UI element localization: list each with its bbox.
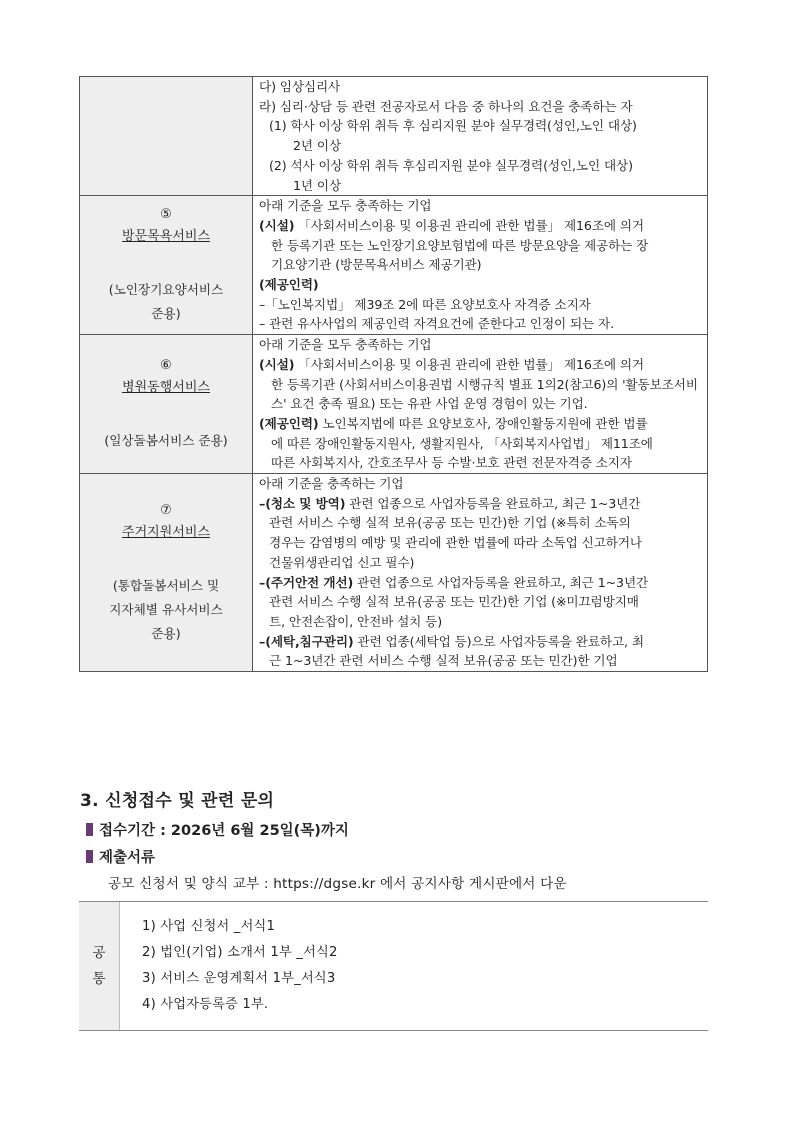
- requirement-line: [259, 236, 703, 256]
- requirement-line: [259, 196, 703, 216]
- requirement-line: [259, 216, 703, 236]
- service-number: ⑦: [160, 502, 172, 518]
- requirement-cell: [253, 196, 708, 335]
- requirement-text: 건물위생관리업 신고 필수): [269, 554, 415, 570]
- requirement-line: [259, 612, 703, 632]
- service-name: 방문목욕서비스: [122, 229, 210, 245]
- requirement-line: [259, 394, 703, 414]
- requirement-line: [259, 494, 703, 514]
- service-note: 지자체별 유사서비스: [109, 601, 223, 617]
- requirement-line: [259, 77, 703, 97]
- service-note: (일상돌봄서비스 준용): [104, 433, 228, 449]
- requirement-heading: (제공인력): [259, 277, 319, 293]
- requirement-text: 2년 이상: [293, 138, 342, 154]
- deadline-item: [86, 819, 349, 840]
- requirement-cell: [253, 77, 708, 196]
- documents-label: 제출서류: [99, 850, 156, 866]
- requirement-text: –「노인복지법」 제39조 2에 따른 요양보호사 자격증 소지자: [259, 296, 591, 312]
- service-note: 준용): [151, 306, 181, 322]
- requirement-text: (1) 학사 이상 학위 취득 후 심리지원 분야 실무경력(성인,노인 대상): [269, 118, 637, 134]
- requirement-line: [259, 97, 703, 117]
- document-item: 4) 사업자등록증 1부.: [142, 997, 269, 1012]
- requirement-line: [259, 533, 703, 553]
- documents-item: [86, 846, 155, 867]
- requirement-text: 기요양기관 (방문목욕서비스 제공기관): [271, 257, 482, 273]
- requirement-heading: –(주거안전 개선): [259, 574, 354, 590]
- service-name: 병원동행서비스: [122, 380, 210, 396]
- requirement-text: 따른 사회복지사, 간호조무사 등 수발·보호 관련 전문자격증 소지자: [271, 455, 632, 471]
- requirement-line: [259, 434, 703, 454]
- requirement-text: 관련 업종으로 사업자등록을 완료하고, 최근 1~3년간: [345, 495, 641, 511]
- requirement-line: [259, 136, 703, 156]
- common-label-char: 공: [92, 945, 106, 961]
- requirement-text: 경우는 감염병의 예방 및 관리에 관한 법률에 따라 소독업 신고하거나: [269, 535, 642, 551]
- requirement-line: [259, 176, 703, 196]
- requirement-heading: (시설): [259, 356, 295, 372]
- square-bullet-icon: [86, 850, 93, 863]
- requirement-text: 아래 기준을 충족하는 기업: [259, 476, 404, 492]
- requirement-line: [259, 355, 703, 375]
- table-row: [80, 474, 708, 672]
- documents-description: 공모 신청서 및 양식 교부 : https://dgse.kr 에서 공지사항 게시판에서 다운: [108, 876, 567, 892]
- table-row: [80, 335, 708, 474]
- requirement-line: [259, 314, 703, 334]
- requirement-text: 아래 기준을 모두 충족하는 기업: [259, 337, 432, 353]
- requirement-line: [259, 453, 703, 473]
- requirement-heading: –(세탁,침구관리): [259, 633, 354, 649]
- table-row: [80, 77, 708, 196]
- service-cell: [80, 196, 253, 335]
- requirement-line: [259, 553, 703, 573]
- requirement-line: [259, 592, 703, 612]
- requirement-text: 「사회서비스이용 및 이용권 관리에 관한 법률」 제16조에 의거: [294, 356, 644, 372]
- common-label-char: 통: [92, 971, 106, 987]
- requirements-table: [79, 76, 708, 672]
- requirement-text: 관련 업종으로 사업자등록을 완료하고, 최근 1~3년간: [353, 574, 649, 590]
- requirement-heading: (시설): [259, 217, 295, 233]
- requirement-line: [259, 335, 703, 355]
- service-note: 준용): [151, 625, 181, 641]
- requirement-text: 1년 이상: [293, 177, 342, 193]
- requirement-text: – 관련 유사사업의 제공인력 자격요건에 준한다고 인정이 되는 자.: [259, 316, 615, 332]
- service-cell: [80, 474, 253, 672]
- documents-list: [120, 902, 338, 1030]
- documents-box: [79, 901, 708, 1031]
- requirement-line: [259, 255, 703, 275]
- requirement-text: 「사회서비스이용 및 이용권 관리에 관한 법률」 제16조에 의거: [294, 217, 644, 233]
- requirement-text: 다) 임상심리사: [259, 79, 341, 94]
- requirement-line: [259, 474, 703, 494]
- requirement-text: 관련 서비스 수행 실적 보유(공공 또는 민간)한 기업 (※특히 소독의: [269, 515, 631, 531]
- service-cell: [80, 77, 253, 196]
- requirement-line: [259, 414, 703, 434]
- requirement-line: [259, 651, 703, 671]
- requirement-cell: [253, 474, 708, 672]
- section-title: 3. 신청접수 및 관련 문의: [80, 791, 275, 811]
- requirement-line: [259, 156, 703, 176]
- requirement-text: 관련 업종(세탁업 등)으로 사업자등록을 완료하고, 최: [353, 633, 644, 649]
- requirement-heading: –(청소 및 방역): [259, 495, 346, 511]
- requirement-text: 근 1~3년간 관련 서비스 수행 실적 보유(공공 또는 민간)한 기업: [269, 653, 618, 669]
- requirement-text: 아래 기준을 모두 충족하는 기업: [259, 198, 432, 214]
- requirement-text: 스' 요건 충족 필요) 또는 유관 사업 운영 경험이 있는 기업.: [271, 396, 588, 412]
- document-item: 2) 법인(기업) 소개서 1부 _서식2: [142, 945, 338, 960]
- table-row: [80, 196, 708, 335]
- document-item: 3) 서비스 운영계획서 1부_서식3: [142, 971, 336, 986]
- requirement-line: [259, 275, 703, 295]
- document-item: 1) 사업 신청서 _서식1: [142, 919, 276, 934]
- requirement-text: 에 따른 장애인활동지원사, 생활지원사, 「사회복지사업법」 제11조에: [271, 435, 653, 451]
- requirement-cell: [253, 335, 708, 474]
- service-number: ⑤: [160, 207, 172, 223]
- requirement-text: (2) 석사 이상 학위 취득 후심리지원 분야 실무경력(성인,노인 대상): [269, 157, 633, 173]
- service-note: (노인장기요양서비스: [108, 282, 224, 298]
- deadline-text: 접수기간 : 2026년 6월 25일(목)까지: [99, 823, 349, 839]
- requirement-line: [259, 513, 703, 533]
- requirement-text: 한 등록기관 또는 노인장기요양보험법에 따른 방문요양을 제공하는 장: [271, 237, 649, 253]
- service-cell: [80, 335, 253, 474]
- requirement-line: [259, 573, 703, 593]
- requirement-text: 관련 서비스 수행 실적 보유(공공 또는 민간)한 기업 (※미끄럼방지매: [269, 594, 639, 610]
- requirement-line: [259, 295, 703, 315]
- square-bullet-icon: [86, 823, 93, 836]
- requirement-line: [259, 116, 703, 136]
- requirement-text: 라) 심리·상담 등 관련 전공자로서 다음 중 하나의 요건을 충족하는 자: [259, 98, 633, 114]
- requirement-line: [259, 632, 703, 652]
- service-name: 주거지원서비스: [122, 524, 210, 540]
- service-number: ⑥: [160, 358, 172, 374]
- requirement-text: 노인복지법에 따른 요양보호사, 장애인활동지원에 관한 법률: [318, 415, 648, 431]
- service-note: (통합돌봄서비스 및: [112, 577, 220, 593]
- requirement-text: 한 등록기관 (사회서비스이용권법 시행규칙 별표 1의2(참고6)의 '활동보조서비: [271, 376, 698, 392]
- requirement-text: 트, 안전손잡이, 안전바 설치 등): [269, 613, 443, 629]
- requirement-line: [259, 375, 703, 395]
- common-label: [79, 902, 120, 1030]
- requirement-heading: (제공인력): [259, 415, 319, 431]
